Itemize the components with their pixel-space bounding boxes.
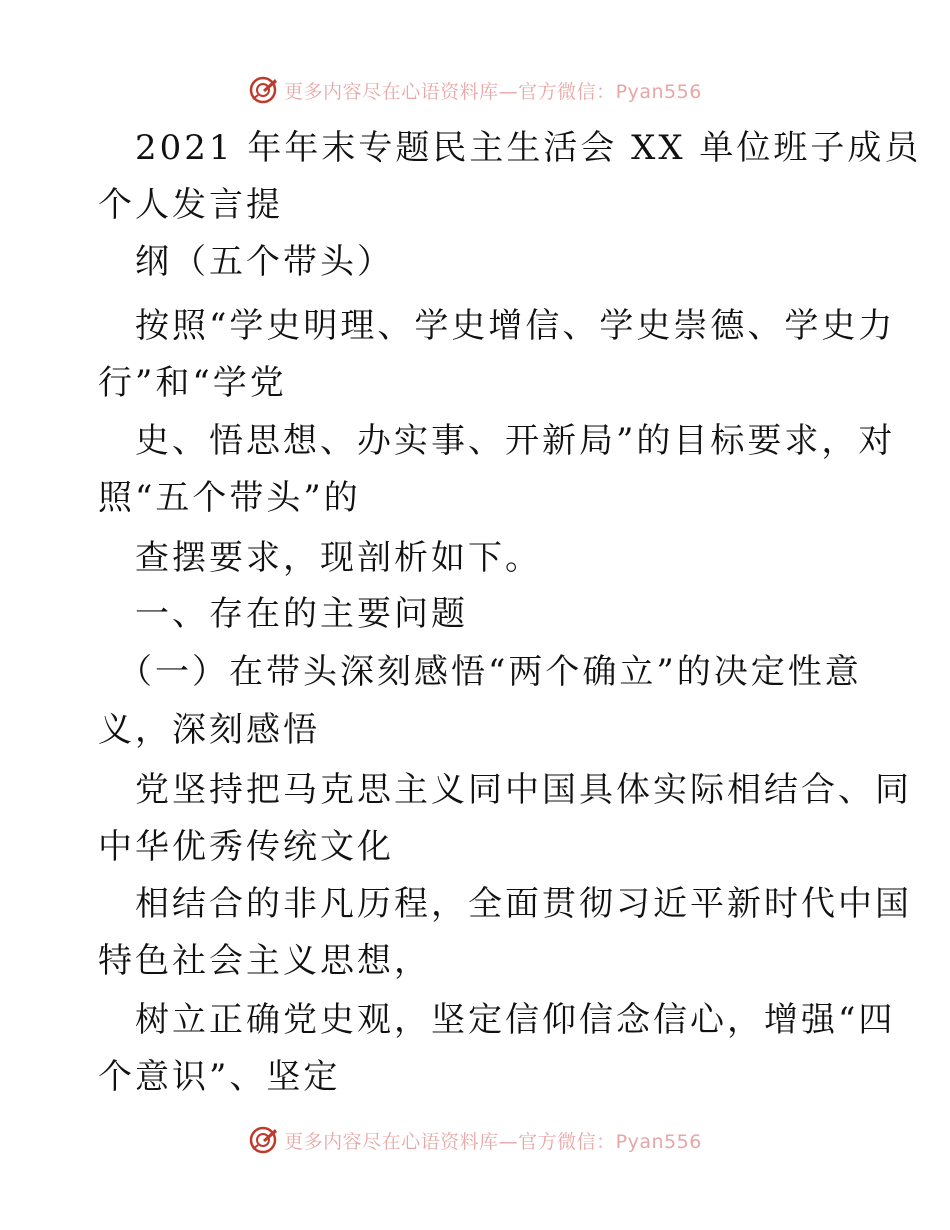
paragraph-line: 按照“学史明理、学史增信、学史崇德、学史力 [135,306,896,346]
paragraph-line: 党坚持把马克思主义同中国具体实际相结合、同 [135,770,912,810]
paragraph-line: 照“五个带头”的 [98,478,361,518]
watermark-footer [0,1120,950,1160]
paragraph-line: 行”和“学党 [98,363,287,403]
paragraph-line: 特色社会主义思想， [98,941,431,981]
watermark-text: 更多内容尽在心语资料库—官方微信：Pyan556 [284,80,702,103]
pen-logo-icon [248,1125,278,1155]
document-title-line-1: 2021 年年末专题民主生活会 XX 单位班子成员 [135,128,922,168]
watermark-text: 更多内容尽在心语资料库—官方微信：Pyan556 [284,1130,702,1153]
paragraph-line: 个意识”、坚定 [98,1057,341,1097]
paragraph-line: 查摆要求，现剖析如下。 [135,538,542,578]
paragraph-line: 相结合的非凡历程，全面贯彻习近平新时代中国 [135,884,912,924]
paragraph-line: 中华优秀传统文化 [98,827,394,867]
document-title-line-3: 纲（五个带头） [135,242,394,282]
paragraph-line: 史、悟思想、办实事、开新局”的目标要求，对 [135,421,896,461]
pen-logo-icon [248,75,278,105]
document-title-line-2: 个人发言提 [98,185,283,225]
paragraph-line: 义，深刻感悟 [98,710,320,750]
section-heading: 一、存在的主要问题 [135,594,468,634]
watermark-header [0,70,950,110]
subsection-heading: （一）在带头深刻感悟“两个确立”的决定性意 [118,652,862,692]
paragraph-line: 树立正确党史观，坚定信仰信念信心，增强“四 [135,1000,896,1040]
